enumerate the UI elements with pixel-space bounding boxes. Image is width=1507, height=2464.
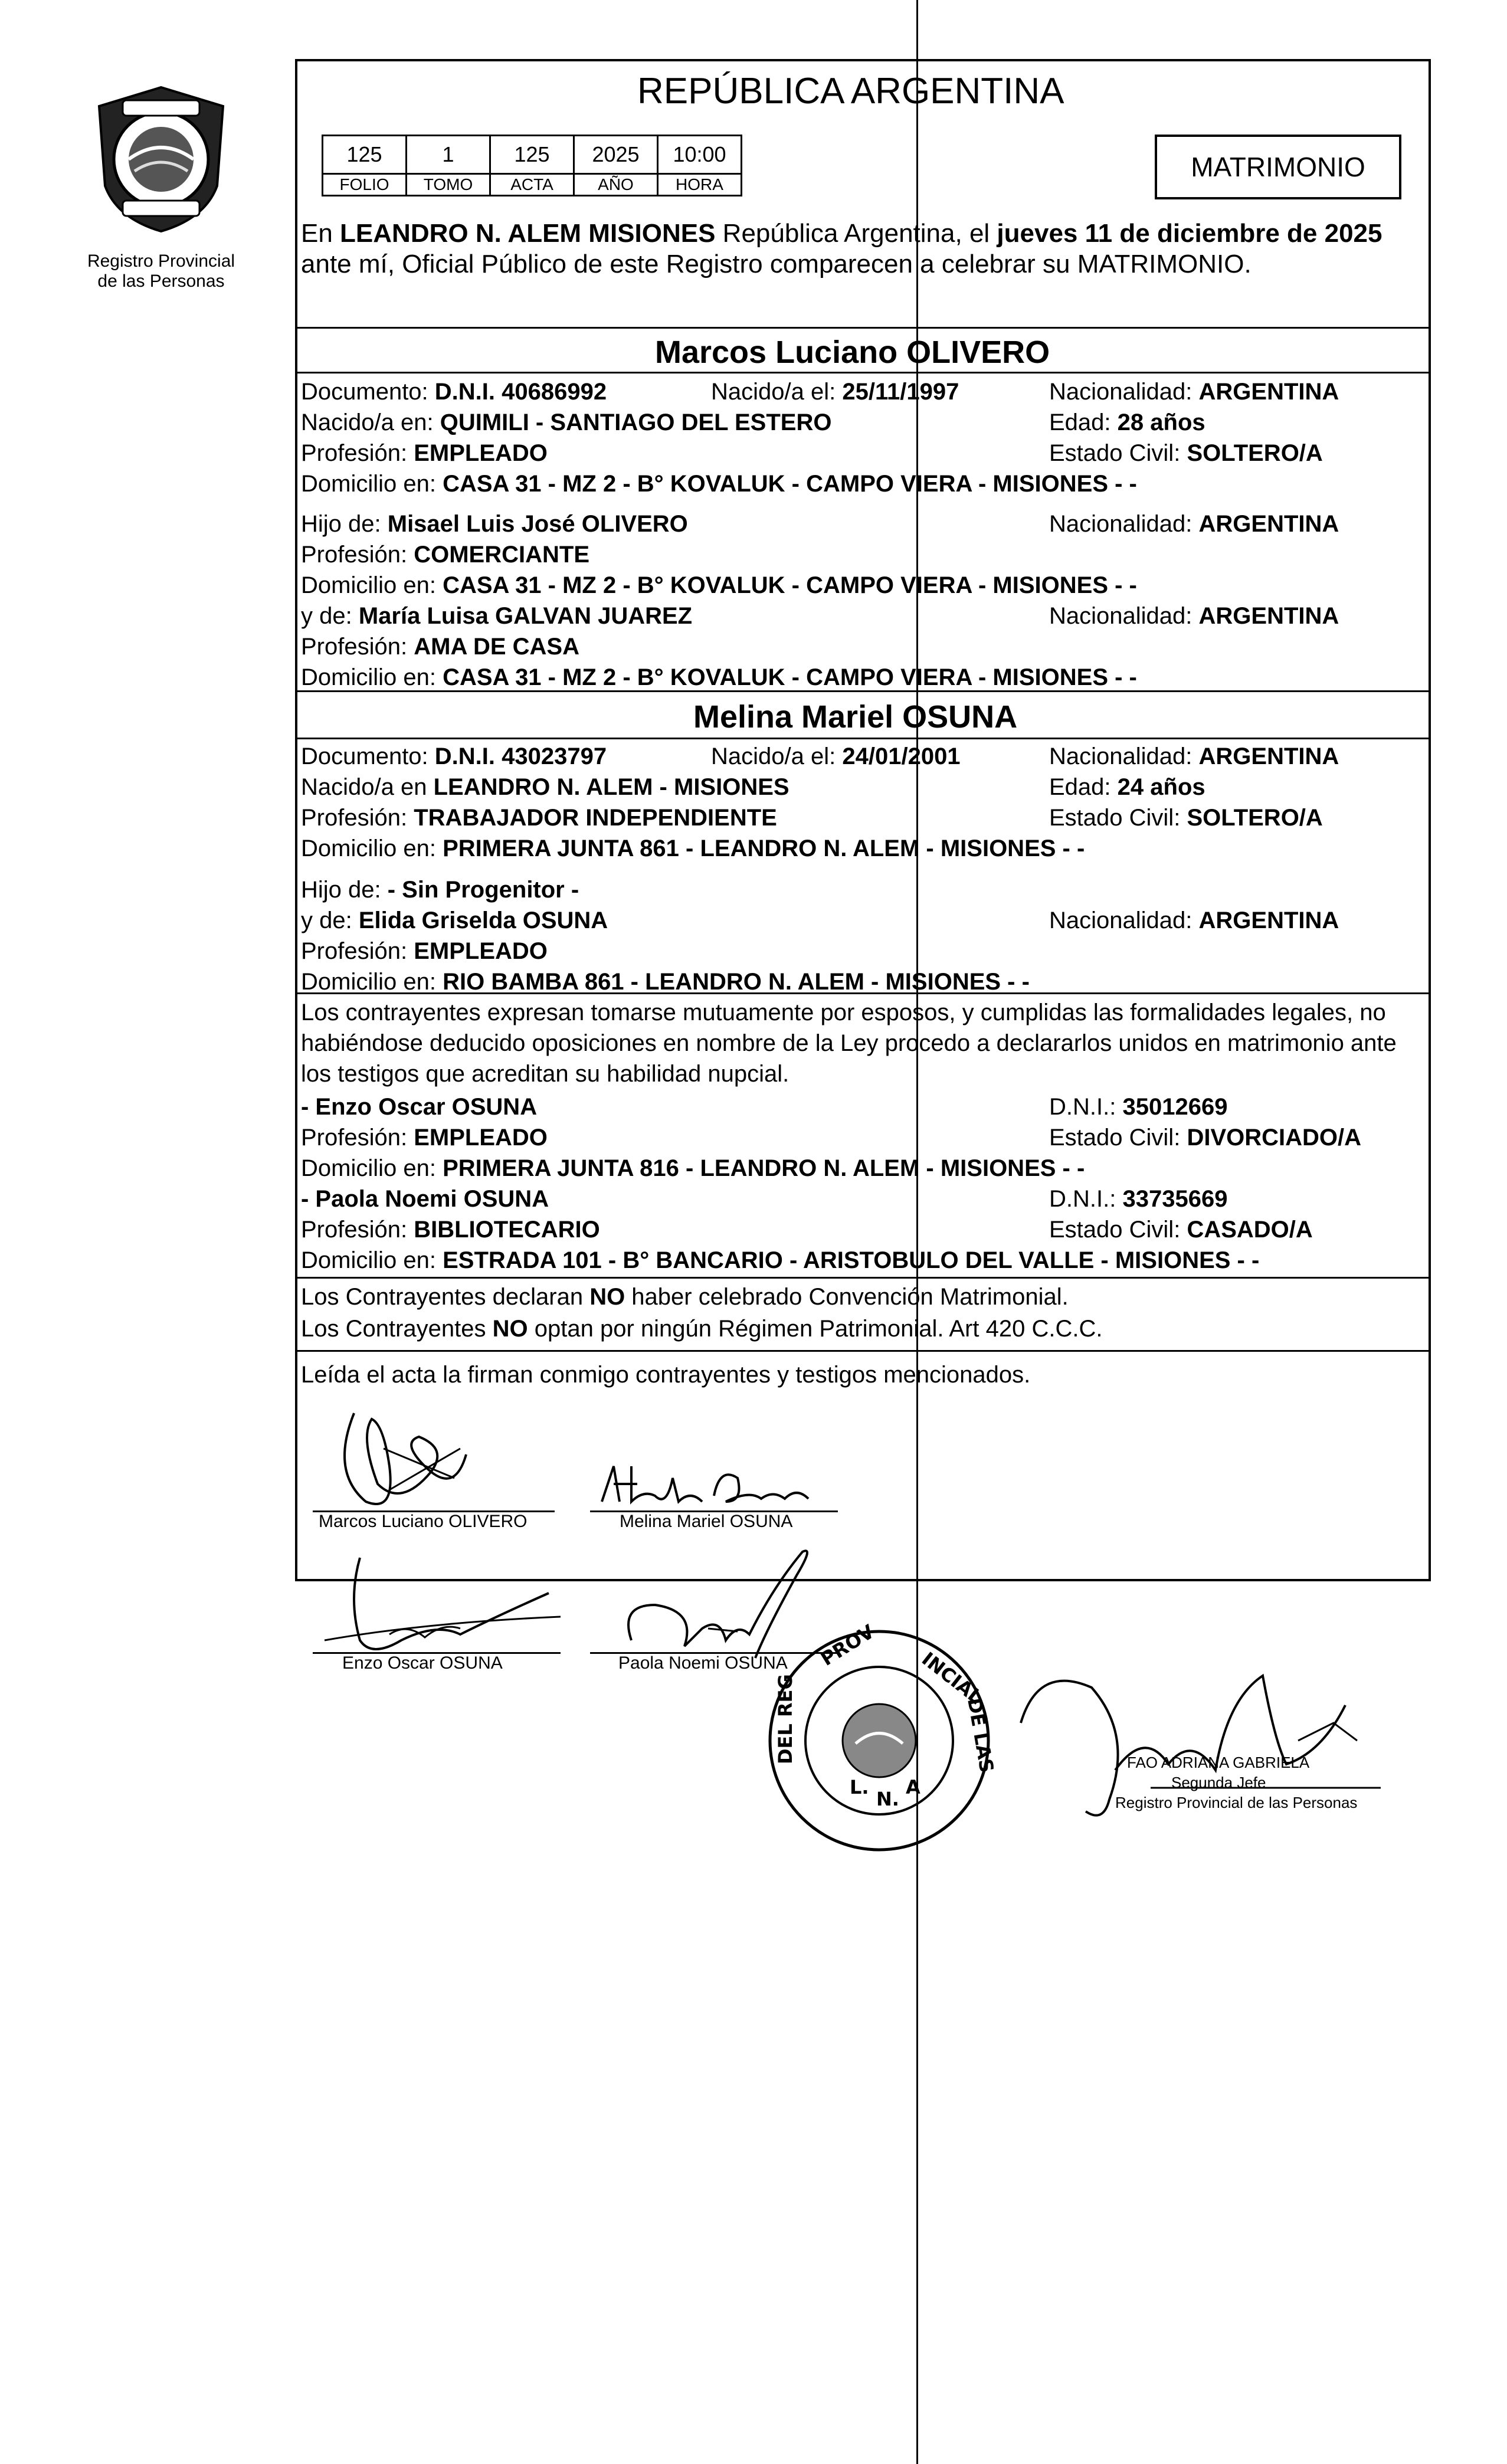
svg-text:L.: L. bbox=[850, 1776, 869, 1798]
hora-value: 10:00 bbox=[658, 136, 742, 174]
spouse1-father-prof: Profesión: COMERCIANTE bbox=[301, 542, 590, 568]
convention-line1: Los Contrayentes declaran NO haber celebrado Convención Matrimonial. bbox=[301, 1284, 1069, 1310]
official-title: Segunda Jefe bbox=[1171, 1774, 1266, 1791]
declaration-line3: los testigos que acreditan su habilidad nupcial. bbox=[301, 1061, 789, 1087]
convention-line2: Los Contrayentes NO optan por ningún Régimen Patrimonial. Art 420 C.C.C. bbox=[301, 1316, 1103, 1342]
spouse1-mother: y de: María Luisa GALVAN JUAREZ bbox=[301, 603, 693, 629]
spouse2-mother-dom: Domicilio en: RIO BAMBA 861 - LEANDRO N. ALEM - MISIONES - - bbox=[301, 969, 1030, 995]
spouse1-birth: Nacido/a el: 25/11/1997 bbox=[711, 379, 959, 405]
anio-value: 2025 bbox=[574, 136, 658, 174]
spouse2-doc: Documento: D.N.I. 43023797 bbox=[301, 743, 607, 769]
divider-spouse2-name bbox=[295, 738, 1431, 739]
witness1-dni: D.N.I.: 35012669 bbox=[1049, 1094, 1228, 1120]
spouse1-prof: Profesión: EMPLEADO bbox=[301, 440, 548, 466]
spouse1-mother-prof: Profesión: AMA DE CASA bbox=[301, 634, 579, 660]
witness1-dom: Domicilio en: PRIMERA JUNTA 816 - LEANDRO N. ALEM - MISIONES - - bbox=[301, 1155, 1085, 1181]
intro-place: LEANDRO N. ALEM MISIONES bbox=[340, 219, 716, 248]
official-institution: Registro Provincial de las Personas bbox=[1115, 1794, 1358, 1811]
spouse2-born-in: Nacido/a en LEANDRO N. ALEM - MISIONES bbox=[301, 774, 789, 800]
spouse2-name: Melina Mariel OSUNA bbox=[693, 699, 1018, 735]
anio-label: AÑO bbox=[574, 174, 658, 196]
witness2-civil: Estado Civil: CASADO/A bbox=[1049, 1217, 1313, 1243]
spouse1-mother-nat: Nacionalidad: ARGENTINA bbox=[1049, 603, 1339, 629]
spouse2-mother: y de: Elida Griselda OSUNA bbox=[301, 907, 608, 933]
signature-caption-1: Marcos Luciano OLIVERO bbox=[319, 1512, 528, 1531]
province-shield-icon bbox=[87, 83, 235, 236]
spouse1-father: Hijo de: Misael Luis José OLIVERO bbox=[301, 511, 688, 537]
spouse1-mother-dom: Domicilio en: CASA 31 - MZ 2 - B° KOVALUK - CAMPO VIERA - MISIONES - - bbox=[301, 664, 1137, 690]
witness2-dni: D.N.I.: 33735669 bbox=[1049, 1186, 1228, 1212]
folio-label: FOLIO bbox=[323, 174, 407, 196]
spouse1-dom: Domicilio en: CASA 31 - MZ 2 - B° KOVALUK - CAMPO VIERA - MISIONES - - bbox=[301, 471, 1137, 497]
divider-spouse1-name bbox=[295, 372, 1431, 373]
declaration-line1: Los contrayentes expresan tomarse mutuamente por esposos, y cumplidas las formalidades legales, no bbox=[301, 1000, 1386, 1025]
divider-witnesses-end bbox=[295, 1277, 1431, 1279]
spouse2-dom: Domicilio en: PRIMERA JUNTA 861 - LEANDRO N. ALEM - MISIONES - - bbox=[301, 835, 1085, 861]
signature-spouse1-scribble bbox=[319, 1401, 519, 1519]
svg-text:DE LAS: DE LAS bbox=[963, 1696, 998, 1775]
official-name: FAO ADRIANA GABRIELA bbox=[1127, 1754, 1310, 1771]
spouse2-nat: Nacionalidad: ARGENTINA bbox=[1049, 743, 1339, 769]
spouse1-civil: Estado Civil: SOLTERO/A bbox=[1049, 440, 1323, 466]
registry-seal bbox=[755, 1617, 1003, 1865]
witness2-prof: Profesión: BIBLIOTECARIO bbox=[301, 1217, 600, 1243]
spouse2-father: Hijo de: - Sin Progenitor - bbox=[301, 877, 579, 903]
divider-convention-end bbox=[295, 1350, 1431, 1352]
record-table bbox=[322, 135, 742, 196]
witness1-name: - Enzo Oscar OSUNA bbox=[301, 1094, 538, 1120]
spouse1-age: Edad: 28 años bbox=[1049, 409, 1205, 435]
act-type-box: MATRIMONIO bbox=[1155, 135, 1401, 199]
acta-label: ACTA bbox=[490, 174, 574, 196]
witness2-name: - Paola Noemi OSUNA bbox=[301, 1186, 549, 1212]
official-signature-scribble bbox=[1015, 1652, 1393, 1847]
spouse1-father-dom: Domicilio en: CASA 31 - MZ 2 - B° KOVALUK - CAMPO VIERA - MISIONES - - bbox=[301, 572, 1137, 598]
divider-header bbox=[295, 327, 1431, 329]
intro-date: jueves 11 de diciembre de 2025 bbox=[997, 219, 1382, 248]
spouse2-mother-nat: Nacionalidad: ARGENTINA bbox=[1049, 907, 1339, 933]
svg-text:PROV: PROV bbox=[817, 1620, 879, 1670]
spouse2-mother-prof: Profesión: EMPLEADO bbox=[301, 938, 548, 964]
witness1-civil: Estado Civil: DIVORCIADO/A bbox=[1049, 1125, 1362, 1151]
signature-caption-3: Enzo Oscar OSUNA bbox=[342, 1653, 503, 1673]
spouse1-born-in: Nacido/a en: QUIMILI - SANTIAGO DEL ESTERO bbox=[301, 409, 832, 435]
spouse2-civil: Estado Civil: SOLTERO/A bbox=[1049, 805, 1323, 831]
signature-caption-4: Paola Noemi OSUNA bbox=[618, 1653, 788, 1673]
svg-text:INCIAL: INCIAL bbox=[918, 1647, 987, 1709]
spouse2-prof: Profesión: TRABAJADOR INDEPENDIENTE bbox=[301, 805, 777, 831]
acta-value: 125 bbox=[490, 136, 574, 174]
witness2-dom: Domicilio en: ESTRADA 101 - B° BANCARIO - ARISTOBULO DEL VALLE - MISIONES - - bbox=[301, 1247, 1260, 1273]
spouse2-birth: Nacido/a el: 24/01/2001 bbox=[711, 743, 961, 769]
intro-line1: En LEANDRO N. ALEM MISIONES República Argentina, el jueves 11 de diciembre de 2025 bbox=[301, 219, 1382, 248]
witness1-prof: Profesión: EMPLEADO bbox=[301, 1125, 548, 1151]
hora-label: HORA bbox=[658, 174, 742, 196]
province-logo bbox=[87, 83, 235, 236]
page-title: REPÚBLICA ARGENTINA bbox=[637, 71, 1064, 112]
tomo-label: TOMO bbox=[407, 174, 490, 196]
intro-line2: ante mí, Oficial Público de este Registro comparecen a celebrar su MATRIMONIO. bbox=[301, 250, 1252, 278]
svg-text:DEL REG: DEL REG bbox=[774, 1674, 797, 1764]
closing-text: Leída el acta la firman conmigo contrayentes y testigos mencionados. bbox=[301, 1362, 1031, 1388]
svg-text:A: A bbox=[906, 1776, 920, 1798]
signature-caption-2: Melina Mariel OSUNA bbox=[620, 1512, 793, 1531]
svg-text:N.: N. bbox=[876, 1788, 899, 1810]
tomo-value: 1 bbox=[407, 136, 490, 174]
logo-caption-line1: Registro Provincial bbox=[87, 251, 235, 271]
spouse2-age: Edad: 24 años bbox=[1049, 774, 1205, 800]
spouse1-doc: Documento: D.N.I. 40686992 bbox=[301, 379, 607, 405]
signature-spouse2-scribble bbox=[596, 1454, 820, 1519]
logo-caption-line2: de las Personas bbox=[97, 271, 225, 291]
spouse1-name: Marcos Luciano OLIVERO bbox=[655, 335, 1050, 370]
spouse1-nat: Nacionalidad: ARGENTINA bbox=[1049, 379, 1339, 405]
spouse1-father-nat: Nacionalidad: ARGENTINA bbox=[1049, 511, 1339, 537]
folio-value: 125 bbox=[323, 136, 407, 174]
declaration-line2: habiéndose deducido oposiciones en nombre de la Ley procedo a declararlos unidos en matrimonio ante bbox=[301, 1030, 1397, 1056]
